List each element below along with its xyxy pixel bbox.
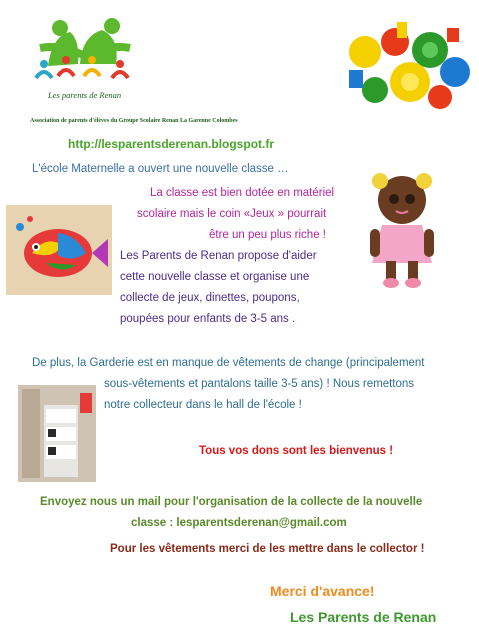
family-logo-icon [30, 18, 140, 90]
toy-dishes-image [335, 12, 475, 117]
block3-line-3: notre collecteur dans le hall de l'école ! [104, 399, 302, 411]
block2-line-3: collecte de jeux, dinettes, poupons, [120, 292, 300, 304]
blog-link[interactable]: http://lesparentsderenan.blogspot.fr [68, 137, 275, 151]
association-name: Association de parents d'élèves du Groupe Scolaire Renan La Garenne Colombes [30, 118, 238, 124]
intro-text: L'école Maternelle a ouvert une nouvelle classe … [32, 163, 289, 175]
logo-caption: Les parents de Renan [48, 90, 122, 100]
block2-line-1: Les Parents de Renan propose d'aider [120, 250, 317, 262]
doll-image [360, 165, 445, 290]
block1-line-2: scolaire mais le coin «Jeux » pourrait [137, 208, 327, 220]
signature-text: Les Parents de Renan [290, 609, 437, 625]
mail-line-2: classe : lesparentsderenan@gmail.com [131, 517, 347, 529]
block1-line-1: La classe est bien dotée en matériel [150, 187, 335, 199]
thanks-text: Merci d'avance! [270, 583, 375, 599]
block3-line-2: sous-vêtements et pantalons taille 3-5 ans) ! Nous remettons [104, 378, 415, 390]
welcome-text: Tous vos dons sont les bienvenus ! [199, 445, 394, 457]
mail-line-1: Envoyez nous un mail pour l'organisation de la collecte de la nouvelle [40, 496, 423, 508]
logo [30, 18, 140, 90]
block1-line-3: être un peu plus riche ! [209, 229, 326, 241]
block2-line-2: cette nouvelle classe et organise une [120, 271, 310, 283]
fish-puzzle-image [6, 205, 112, 295]
clothes-text: Pour les vêtements merci de les mettre dans le collector ! [110, 543, 425, 555]
block2-line-4: poupées pour enfants de 3-5 ans . [120, 313, 296, 325]
block3-line-1: De plus, la Garderie est en manque de vêtements de change (principalement [32, 357, 425, 369]
collector-image [18, 385, 96, 482]
